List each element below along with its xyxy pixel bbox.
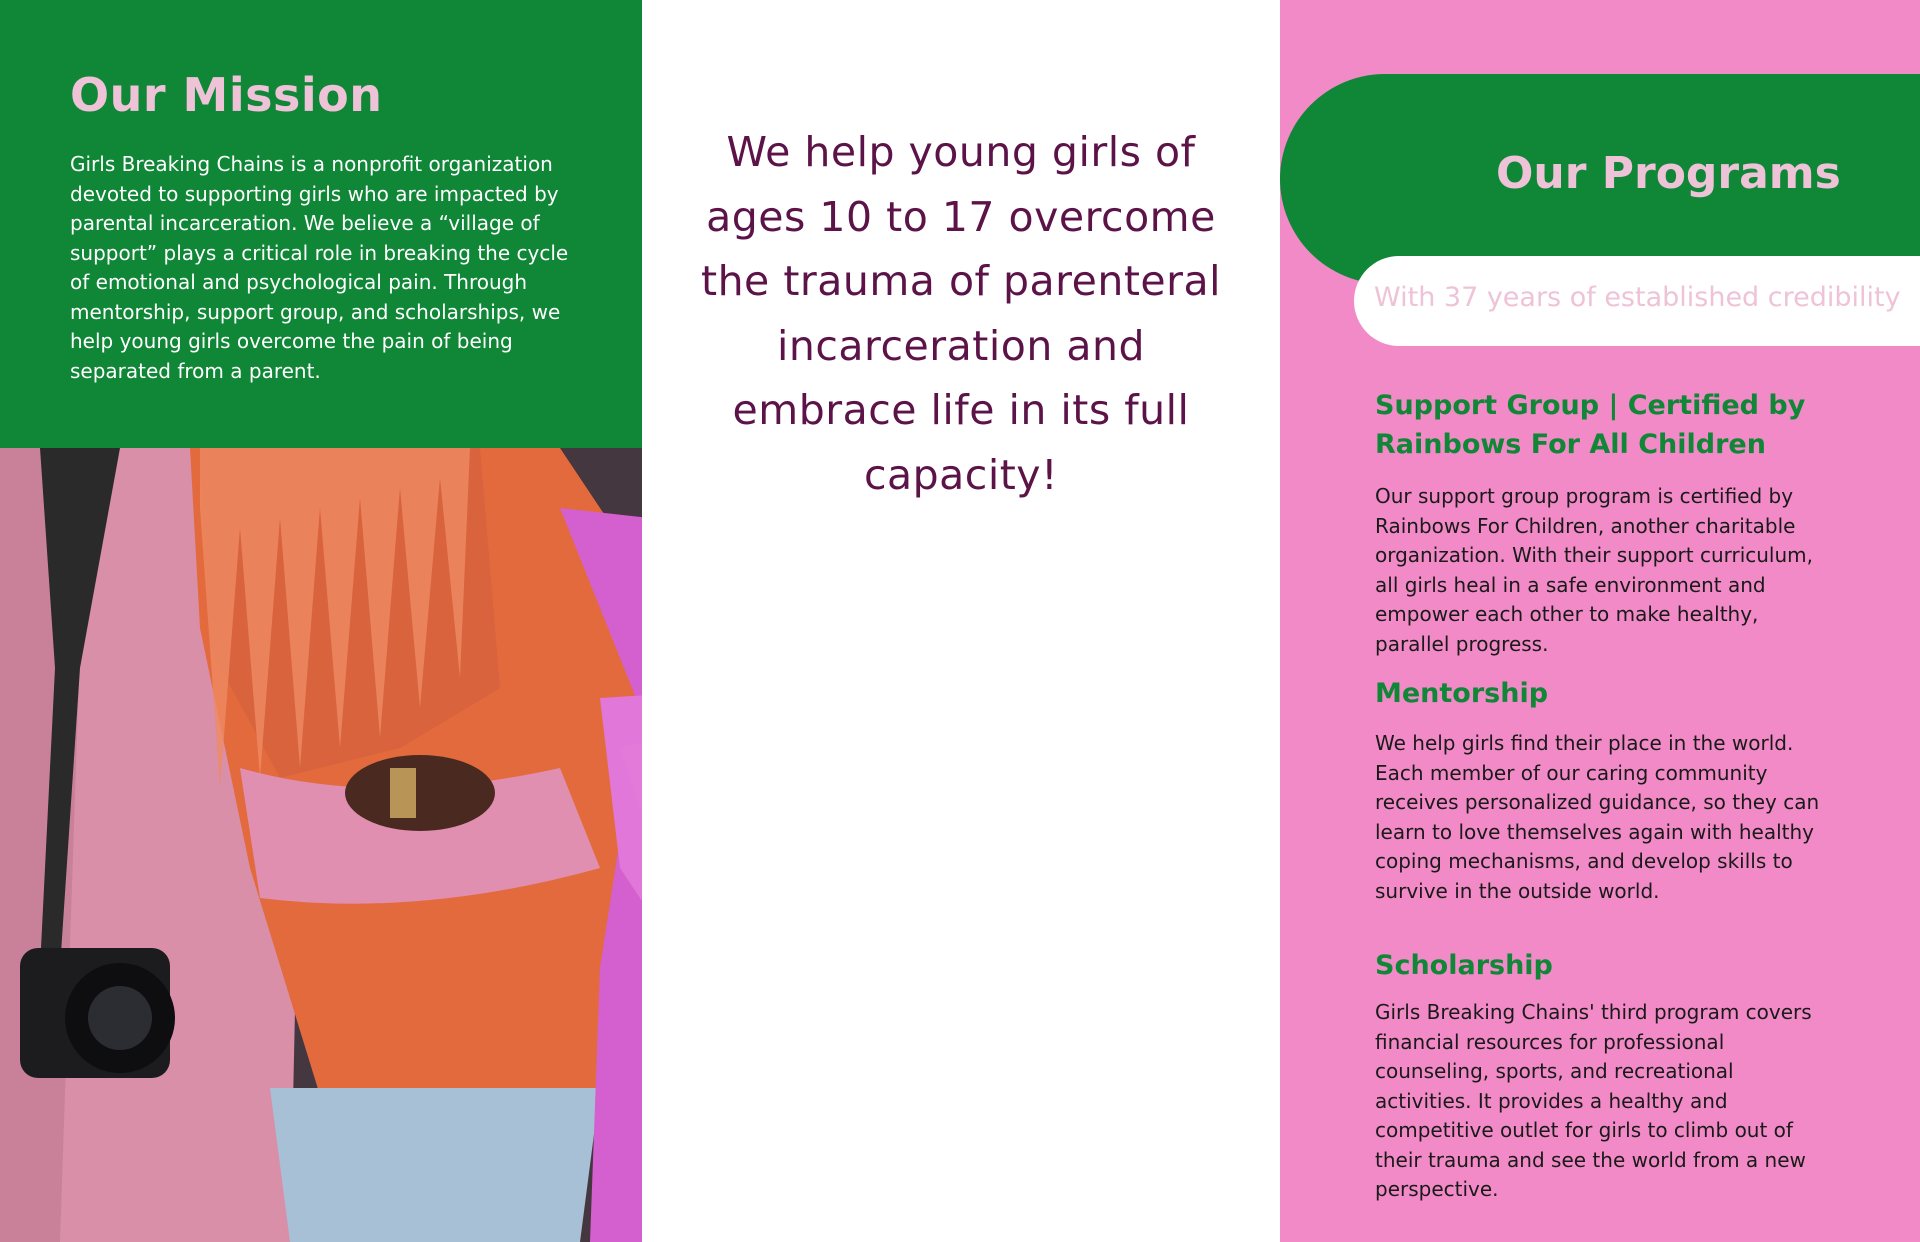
center-statement: We help young girls of ages 10 to 17 overcome the trauma of parenteral incarceration and embrace life in its full capacity! xyxy=(701,128,1221,499)
mission-panel xyxy=(0,0,642,448)
girls-embracing-photo xyxy=(0,448,642,1242)
mentorship-title: Mentorship xyxy=(1375,678,1549,709)
scholarship-title: Scholarship xyxy=(1375,950,1553,981)
left-panel xyxy=(0,0,642,1242)
mission-body: Girls Breaking Chains is a nonprofit organization devoted to supporting girls who are impacted by parental incarceration. We believe a “village of support” plays a critical role in breaking the cycle of emotional and psychological pain. Through mentorship, support group, and scholarships, we help young girls overcome the pain of being separated from a parent. xyxy=(70,152,569,383)
photo-illustration xyxy=(0,448,642,1242)
programs-title: Our Programs xyxy=(1496,148,1841,199)
programs-panel xyxy=(1280,0,1920,1242)
support-group-title: Support Group | Certified by Rainbows For All Children xyxy=(1375,390,1806,460)
scholarship-body: Girls Breaking Chains' third program covers financial resources for professional counseling, sports, and recreational activities. It provides a healthy and competitive outlet for girls to climb out of their trauma and see the world from a new perspective. xyxy=(1375,1000,1812,1201)
mentorship-body: We help girls find their place in the world. Each member of our caring community receives personalized guidance, so they can learn to love themselves again with healthy coping mechanisms, and develop skills to survive in the outside world. xyxy=(1375,731,1820,903)
credibility-text: With 37 years of established credibility xyxy=(1374,282,1901,313)
mission-title: Our Mission xyxy=(70,68,383,122)
support-group-body: Our support group program is certified by Rainbows For Children, another charitable organization. With their support curriculum, all girls heal in a safe environment and empower each other to make healthy, parallel progress. xyxy=(1375,484,1814,656)
